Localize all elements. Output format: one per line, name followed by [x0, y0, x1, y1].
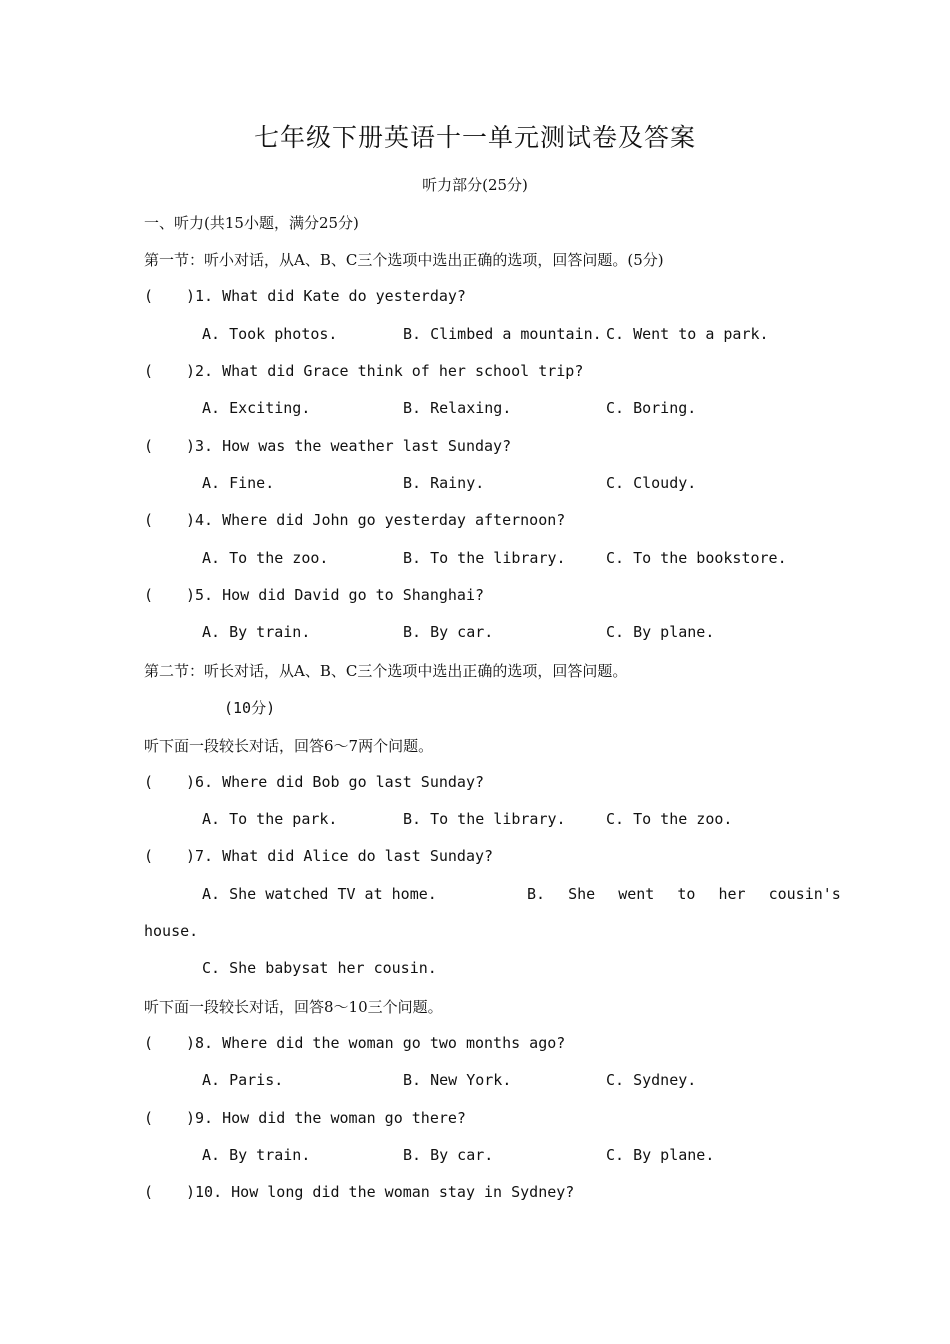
- question-stem: )3. How was the weather last Sunday?: [186, 437, 512, 455]
- q5-option-c: C. By plane.: [606, 623, 715, 641]
- q6-option-a: A. To the park.: [202, 810, 338, 828]
- q8-option-b: B. New York.: [403, 1071, 512, 1089]
- q5-option-b: B. By car.: [403, 623, 494, 641]
- part2-score: (10分): [224, 699, 276, 717]
- q3-option-a: A. Fine.: [202, 474, 275, 492]
- question-6: [144, 773, 484, 791]
- listening-subtitle: 听力部分(25分): [422, 176, 528, 194]
- question-stem: )5. How did David go to Shanghai?: [186, 586, 485, 604]
- question-stem: )8. Where did the woman go two months ago?: [186, 1034, 566, 1052]
- part2-instructions: 第二节：听长对话，从A、B、C三个选项中选出正确的选项，回答问题。: [144, 662, 628, 680]
- question-stem: )9. How did the woman go there?: [186, 1109, 466, 1127]
- question-stem: )2. What did Grace think of her school trip?: [186, 362, 584, 380]
- question-7: [144, 847, 493, 865]
- question-3: [144, 437, 511, 455]
- q9-option-c: C. By plane.: [606, 1146, 715, 1164]
- question-2: [144, 362, 583, 380]
- question-8: [144, 1034, 565, 1052]
- q4-option-a: A. To the zoo.: [202, 549, 329, 567]
- question-1: [144, 287, 466, 305]
- question-stem: )1. What did Kate do yesterday?: [186, 287, 466, 305]
- q6-option-c: C. To the zoo.: [606, 810, 733, 828]
- q7-option-c: C. She babysat her cousin.: [202, 959, 437, 977]
- question-stem: )7. What did Alice do last Sunday?: [186, 847, 494, 865]
- q2-option-a: A. Exciting.: [202, 399, 311, 417]
- dialog1-intro: 听下面一段较长对话，回答6～7两个问题。: [144, 737, 434, 755]
- question-10: [144, 1183, 574, 1201]
- page-title: 七年级下册英语十一单元测试卷及答案: [253, 123, 696, 152]
- answer-blank: (: [144, 1183, 154, 1201]
- question-stem: )4. Where did John go yesterday afternoon?: [186, 511, 566, 529]
- answer-blank: (: [144, 847, 154, 865]
- q1-option-a: A. Took photos.: [202, 325, 338, 343]
- q4-option-c: C. To the bookstore.: [606, 549, 787, 567]
- answer-blank: (: [144, 437, 154, 455]
- q5-option-a: A. By train.: [202, 623, 311, 641]
- question-stem: )10. How long did the woman stay in Sydney?: [186, 1183, 575, 1201]
- q2-option-c: C. Boring.: [606, 399, 697, 417]
- question-5: [144, 586, 484, 604]
- q9-option-a: A. By train.: [202, 1146, 311, 1164]
- q1-option-c: C. Went to a park.: [606, 325, 769, 343]
- answer-blank: (: [144, 511, 154, 529]
- answer-blank: (: [144, 362, 154, 380]
- q6-option-b: B. To the library.: [403, 810, 566, 828]
- answer-blank: (: [144, 287, 154, 305]
- question-4: [144, 511, 565, 529]
- q8-option-a: A. Paris.: [202, 1071, 284, 1089]
- q3-option-b: B. Rainy.: [403, 474, 485, 492]
- q4-option-b: B. To the library.: [403, 549, 566, 567]
- q3-option-c: C. Cloudy.: [606, 474, 697, 492]
- section-heading: 一、听力(共15小题，满分25分): [144, 214, 359, 232]
- q8-option-c: C. Sydney.: [606, 1071, 697, 1089]
- dialog2-intro: 听下面一段较长对话，回答8～10三个问题。: [144, 998, 443, 1016]
- answer-blank: (: [144, 1109, 154, 1127]
- question-9: [144, 1109, 466, 1127]
- q9-option-b: B. By car.: [403, 1146, 494, 1164]
- answer-blank: (: [144, 1034, 154, 1052]
- question-stem: )6. Where did Bob go last Sunday?: [186, 773, 485, 791]
- q7-option-b: B. She went to her cousin's: [527, 885, 841, 903]
- q7-option-a: A. She watched TV at home.: [202, 885, 437, 903]
- q1-option-b: B. Climbed a mountain.: [403, 325, 602, 343]
- q7-option-b-continued: house.: [144, 922, 199, 940]
- q2-option-b: B. Relaxing.: [403, 399, 512, 417]
- answer-blank: (: [144, 586, 154, 604]
- part1-instructions: 第一节：听小对话，从A、B、C三个选项中选出正确的选项，回答问题。(5分): [144, 251, 664, 269]
- answer-blank: (: [144, 773, 154, 791]
